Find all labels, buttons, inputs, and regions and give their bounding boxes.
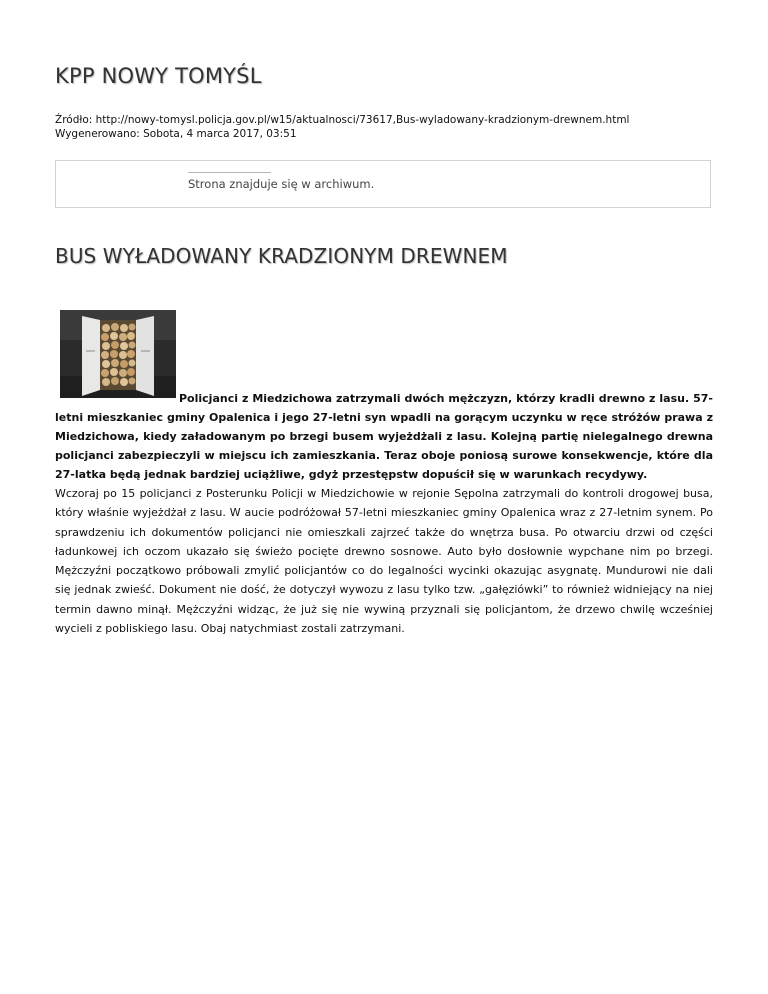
archive-notice-box [55, 160, 711, 208]
article-body: Wczoraj po 15 policjanci z Posterunku Policji w Miedzichowie w rejonie Sępolna zatrzymali do kontroli drogowej busa, który właśnie wyjeżdżał z lasu. W aucie podróżował 57-letni mieszkaniec gminy Opalenica wraz z 27-letnim synem. Po sprawdzeniu ich dokumentów policjanci nie omieszkali zajrzeć także do wnętrza busa. Po otwarciu drzwi od części ładunkowej ich oczom ukazało się świeżo pocięte drewno sosnowe. Auto było dosłownie wypchane nim po brzegi. Mężczyźni początkowo próbowali zmylić policjantów co do legalności wycinki okazując asygnatę. Mundurowi nie dali się jednak zwieść. Dokument nie dość, że dotyczył wywozu z lasu tylko tzw. „gałęziówki” to również widniejący na niej termin dawno minął. Mężczyźni widząc, że już się nie wywiną przyznali się policjantom, że drzewo chwilę wcześniej wycieli z pobliskiego lasu. Obaj natychmiast zostali zatrzymani. [55, 487, 713, 636]
site-title: KPP NOWY TOMYŚL [55, 64, 262, 88]
generated-line: Wygenerowano: Sobota, 4 marca 2017, 03:51 [55, 128, 297, 140]
article-title: BUS WYŁADOWANY KRADZIONYM DREWNEM [55, 244, 508, 268]
archive-divider [188, 172, 271, 173]
document-meta [55, 113, 629, 141]
archive-notice-text: Strona znajduje się w archiwum. [188, 177, 375, 191]
article-photo [60, 310, 176, 398]
source-line: Źródło: http://nowy-tomysl.policja.gov.pl/w15/aktualnosci/73617,Bus-wyladowany-kradzionym-drewnem.html [55, 114, 630, 126]
article-lead: Policjanci z Miedzichowa zatrzymali dwóch mężczyzn, którzy kradli drewno z lasu. 57-letni mieszkaniec gminy Opalenica i jego 27-letni syn wpadli na gorącym uczynku w ręce stróżów prawa z Miedzichowa, kiedy załadowanym po brzegi busem wyjeżdżali z lasu. Kolejną partię nielegalnego drewna policjanci zabezpieczyli w miejscu ich zamieszkania. Teraz oboje poniosą surowe konsekwencje, które dla 27-latka będą jednak bardziej uciążliwe, gdyż przestępstw dopuścił się w warunkach recydywy. [55, 392, 713, 481]
